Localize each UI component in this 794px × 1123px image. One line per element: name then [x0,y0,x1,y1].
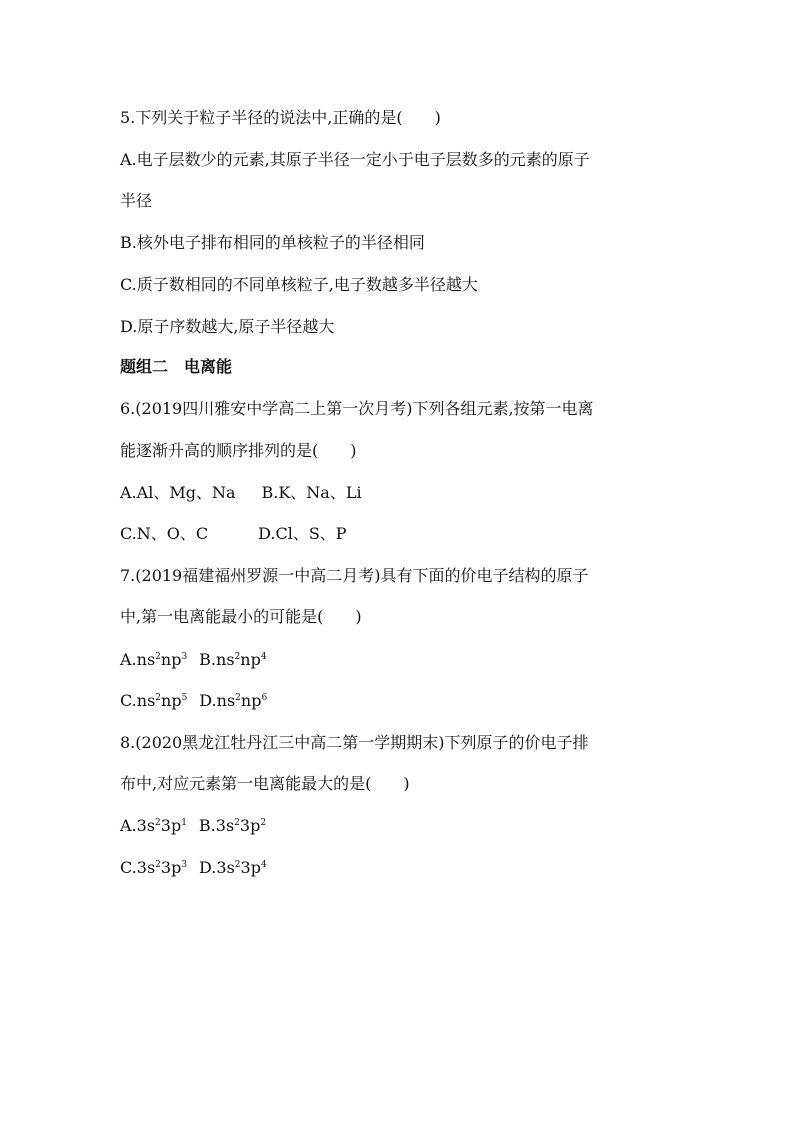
q5-option-d: D.原子序数越大,原子半径越大 [120,317,335,336]
q8-options-row1 [120,816,266,836]
q8-option-b: $B.3s^23p^2$ [198,816,267,835]
q6-stem-line2: 能逐渐升高的顺序排列的是( ) [120,441,357,460]
q7-option-b: $B.ns^2np^4$ [199,650,267,669]
q7-options-row1 [120,650,267,670]
q6-options-row2 [120,524,347,544]
q5-option-a-line1: A.电子层数少的元素,其原子半径一定小于电子层数多的元素的原子 [120,150,590,169]
q5-option-a-line2: 半径 [120,191,153,210]
q6-options-row1 [120,483,362,503]
q8-stem-line1: 8.(2020黑龙江牡丹江三中高二第一学期期末)下列原子的价电子排 [120,733,589,752]
q8-stem-line2: 布中,对应元素第一电离能最大的是( ) [120,774,410,793]
q6-stem-line1: 6.(2019四川雅安中学高二上第一次月考)下列各组元素,按第一电离 [120,399,594,418]
q5-stem: 5.下列关于粒子半径的说法中,正确的是( ) [120,108,441,127]
q7-options-row2 [120,691,267,711]
q8-option-a: $A.3s^23p^1$ [120,816,187,835]
q7-option-a: $A.ns^2np^3$ [120,650,188,669]
q8-options-row2 [120,858,267,878]
q6-option-b: B.K、Na、Li [261,483,362,502]
q8-option-d: $D.3s^23p^4$ [199,858,267,877]
q5-option-c: C.质子数相同的不同单核粒子,电子数越多半径越大 [120,275,478,294]
q8-option-c: $C.3s^23p^3$ [120,858,188,877]
q6-option-d: D.Cl、S、P [258,524,347,543]
q5-option-b: B.核外电子排布相同的单核粒子的半径相同 [120,233,425,252]
q7-stem-line2: 中,第一电离能最小的可能是( ) [120,607,362,626]
q6-option-c: C.N、O、C [120,524,209,543]
q6-option-a: A.Al、Mg、Na [120,483,236,502]
section-heading: 题组二 电离能 [120,357,233,376]
q7-option-c: $C.ns^2np^5$ [120,691,188,710]
q7-option-d: $D.ns^2np^6$ [199,691,268,710]
q7-stem-line1: 7.(2019福建福州罗源一中高二月考)具有下面的价电子结构的原子 [120,566,589,585]
